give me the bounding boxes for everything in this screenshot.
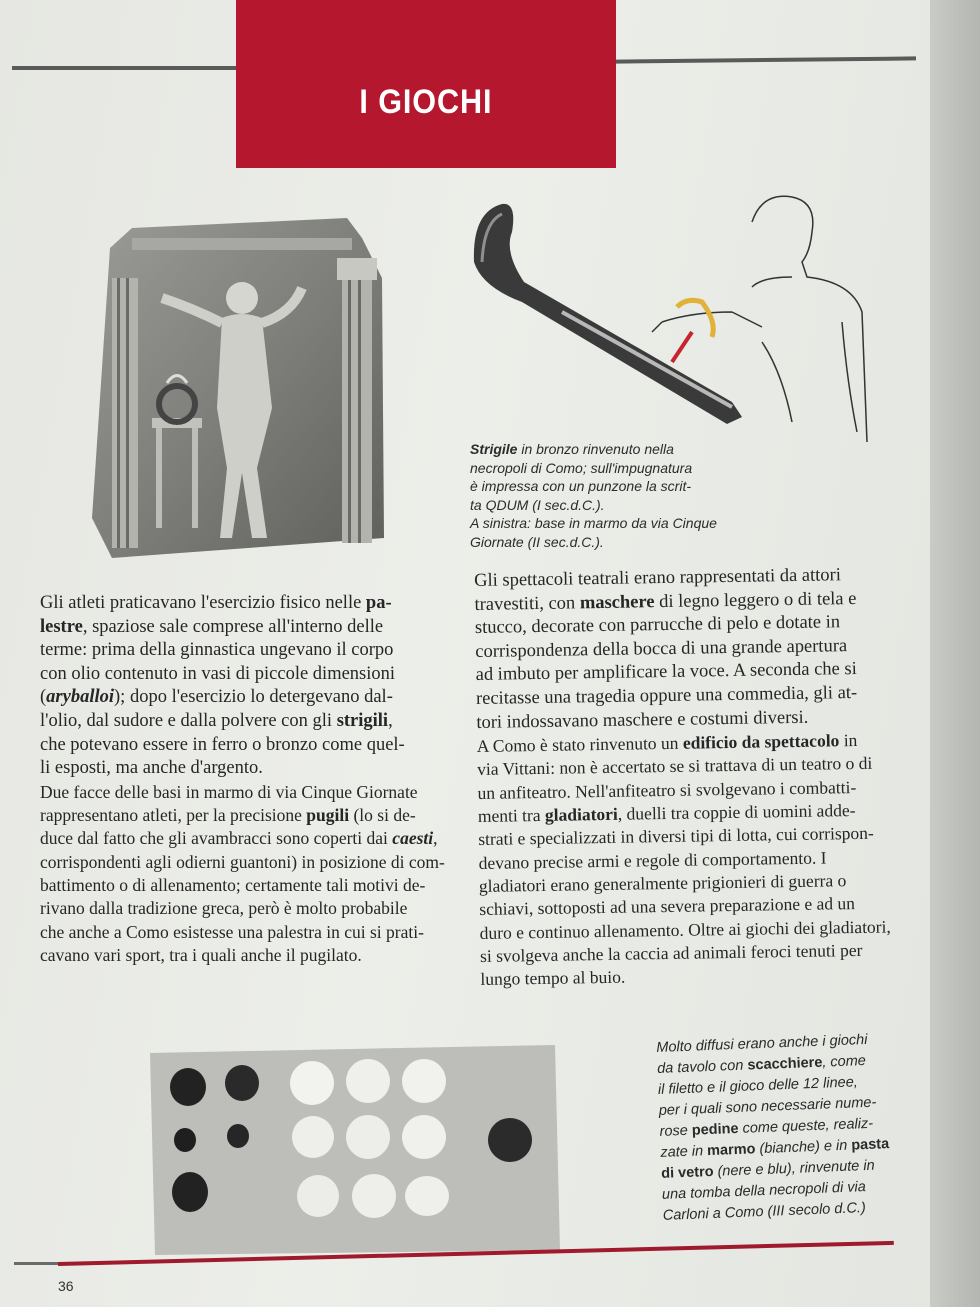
text-run: menti tra [477,804,546,827]
text-run: l'olio, dal sudore e dalla polvere con gli [40,710,337,731]
right-text-column [474,563,895,991]
text-run: ( [40,687,47,708]
text-run: terme: prima della ginnastica ungevano il corpo [40,640,394,661]
emphasized-term: edificio da spettacolo [682,730,840,753]
text-run: zate in [660,1143,708,1161]
paragraph-athletes [40,592,452,781]
text-run: il filetto e il gioco delle 12 linee, [657,1074,859,1098]
text-run: con olio contenuto in vasi di piccole dimensioni [40,663,396,684]
caption-line: Giornate (II sec.d.C.). [470,533,604,550]
emphasized-term: pa- [365,593,392,613]
facing-page-edge [930,0,980,1307]
text-run: stucco, decorate con parrucche di pelo e dotate in [474,612,841,639]
text-run: Gli atleti praticavano l'esercizio fisico nelle [40,593,366,613]
text-run: (lo si de- [349,805,416,826]
emphasized-term: pedine [691,1120,739,1139]
text-run: una tomba della necropoli di via [661,1179,867,1203]
page-number: 36 [58,1278,74,1294]
text-run: ); dopo l'esercizio lo detergevano dal- [114,687,393,708]
caption-line: è impressa con un punzone la scrit- [470,478,691,494]
text-run: un anfiteatro. Nell'anfiteatro si svolgevano i combatti- [477,776,857,803]
emphasized-term: marmo [706,1141,756,1160]
text-run: , [388,710,393,731]
emphasized-term: scacchiere [747,1054,823,1074]
emphasized-term: maschere [579,591,655,613]
page-title: I GIOCHI [359,82,493,121]
text-run: Molto diffusi erano anche i giochi [656,1031,868,1056]
paragraph-boxers [40,781,452,967]
text-run: strati e specializzati in diversi tipi di lotta, cui corrispon- [478,823,874,850]
caption-line: in bronzo rinvenuto nella [517,441,674,457]
text-run: travestiti, con [474,592,581,615]
text-run: tori indossavano maschere e costumi diversi. [476,707,809,733]
text-run: duce dal fatto che gli avambracci sono coperti dai [40,828,393,849]
text-run: di legno leggero o di tela e [654,588,857,612]
emphasized-term: pasta [850,1136,890,1154]
text-run: Gli spettacoli teatrali erano rappresentati da attori [474,565,842,591]
text-run: , spaziose sale comprese all'interno delle [82,616,384,637]
top-rule-left [12,66,236,70]
text-run: (bianche) e in [755,1137,852,1158]
text-run: Due facce delle basi in marmo di via Cinque Giornate [40,781,418,802]
emphasized-term: caesti [392,828,434,849]
strigil-caption [470,440,770,551]
title-banner [236,0,616,168]
text-run: via Vittani: non è accertato se si trattava di un teatro o di [476,753,873,780]
text-run: A Como è stato rinvenuto un [476,732,684,757]
text-run: gladiatori erano generalmente prigionieri di guerra o [478,870,847,896]
marble-relief-image [92,218,392,558]
text-run: che potevano essere in ferro o bronzo come quel- [40,734,405,755]
text-run: , [433,828,438,849]
text-run: in [839,730,858,751]
text-run: schiavi, sottoposti ad una severa preparazione e ad un [479,893,856,920]
text-run: Carloni a Como (III secolo d.C.) [662,1200,867,1224]
paragraph-theatre [474,563,891,735]
emphasized-term: aryballoi [46,687,115,708]
caption-line: A sinistra: base in marmo da via Cinque [470,515,717,531]
text-run: corrispondenti agli odierni guantoni) in posizione di com- [40,851,445,872]
text-run: rappresentano atleti, per la precisione [40,805,307,826]
caption-line: ta QDUM (I sec.d.C.). [470,496,605,513]
text-run: recitasse una tragedia oppure una commedia, gli at- [475,682,858,709]
bottom-rule-left [14,1262,60,1265]
text-run: , duelli tra coppie di uomini adde- [617,800,856,824]
text-run: rose [659,1122,693,1140]
strigil-illustration [462,192,882,472]
text-run: che anche a Como esistesse una palestra in cui si prati- [40,921,424,942]
emphasized-term: lestre [40,616,83,637]
text-run: cavano vari sport, tra i quali anche il pugilato. [40,944,362,965]
text-run: battimento o di allenamento; certamente tali motivi de- [40,874,426,895]
emphasized-term: strigili [336,710,389,731]
text-run: da tavolo con [656,1057,748,1077]
text-run: si svolgeva anche la caccia ad animali feroci tenuti per [479,939,863,966]
emphasized-term: di vetro [660,1163,714,1182]
paragraph-gladiators [477,729,895,992]
text-run: devano precise armi e regole di comportamento. I [478,847,827,873]
text-run: , come [822,1052,867,1071]
caption-lead: Strigile [470,441,518,457]
games-caption [656,1029,903,1227]
text-run: (nere e blu), rinvenute in [713,1157,875,1180]
text-run: per i quali sono necessarie nume- [658,1094,877,1119]
text-run: duro e continuo allenamento. Oltre ai giochi dei gladiatori, [479,916,891,943]
top-rule-right [616,56,916,63]
text-run: corrispondenza della bocca di una grande apertura [475,635,848,662]
text-run: rivano dalla tradizione greca, però è molto probabile [40,898,408,919]
caption-line: necropoli di Como; sull'impugnatura [470,459,693,476]
text-run: li esposti, ma anche d'argento. [40,758,263,779]
game-pieces-image [150,1045,560,1255]
text-run: lungo tempo al buio. [480,966,626,990]
emphasized-term: gladiatori [544,803,618,825]
left-text-column [40,592,452,967]
text-run: ad imbuto per amplificare la voce. A seconda che si [475,659,857,686]
emphasized-term: pugili [306,805,350,826]
text-run: come queste, realiz- [738,1115,874,1137]
